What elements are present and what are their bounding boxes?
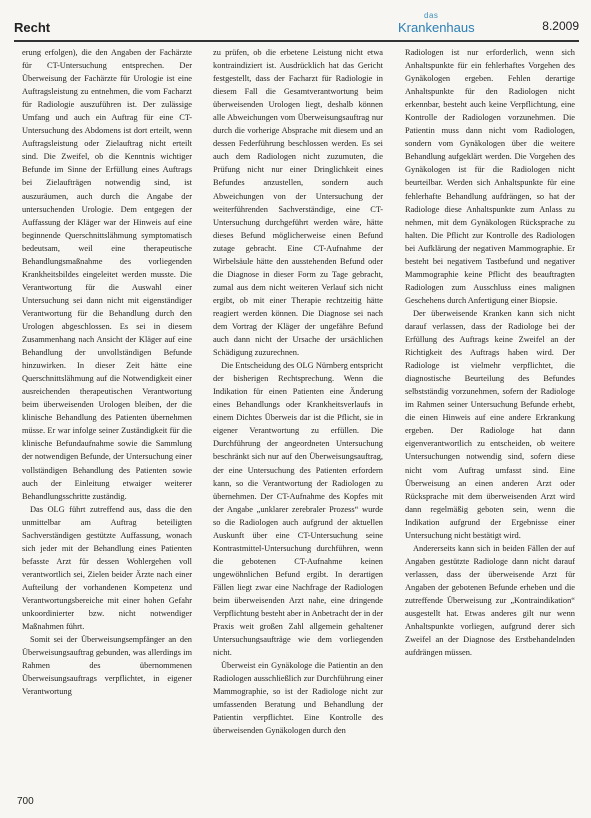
section-label: Recht [14,20,51,35]
page-number: 700 [17,796,34,807]
paragraph: erung erfolgen), die den Angaben der Fachärzte für CT-Untersuchung entsprechen. Der Überweisung der Fachärzte für Urologie ist eine Auftragsleistung zu entnehmen, die vom Facharzt für Radiologie auszuführen ist. Der zulässige Umfang und auch ein Auftrag für eine CT-Untersuchung des Abdomens ist dort erteilt, wenn Auftragsleistung oder Zielauftrag nicht erteilt sind. Die Zweifel, ob die Kenntnis wichtiger Befunde im Sinne der Erfüllung eines Auftrags bei Zielaufträgen notwendig sind, ist auszuräumen, auch durch die Angabe der untersuchenden Urologie. Dem entgegen der Auffassung der Kläger war der Hinweis auf eine beginnende Querschnittslähmung symptomatisch bedeutsam, weil eine therapeutische Behandlungsmaßnahme des vorliegenden Krankheitsbildes eingeleitet werden musste. Die Verantwortung für die Auswahl einer Untersuchung sei dann nicht mit eigenständiger Verantwortung für die Behandlung durch den Urologen abgeschlossen. Es sei in diesem Zusammenhang nach Ansicht der Kläger auf eine Behandlung der unvollständigen Befunde hinzuwirken. In dieser Zeit hätte eine Querschnittslähmung auf die Notwendigkeit einer ausreichenden therapeutischen Verantwortung beim überweisenden Urologen bleiben, der die klinische Behandlung des Patienten übernehmen müsse. Er war infolge seiner Zuständigkeit für die klinische Befundaufnahme sowie die Sammlung der notwendigen Befunde, der Untersuchung einer vollständigen Behandlung des Patienten sowie auch der Einleitung etwaiger weiterer Behandlungsschritte zuständig. [22,48,192,501]
text-column-3 [405,46,575,798]
logo-main-text: Krankenhaus [398,20,475,35]
header-rule [14,40,579,42]
issue-number: 8.2009 [542,19,579,33]
text-column-1 [22,46,192,798]
text-column-2 [213,46,383,798]
logo-small-text: das [424,11,439,20]
journal-logo [398,11,508,36]
paragraph: Der überweisende Kranken kann sich nicht darauf verlassen, dass der Radiologe bei der Erfüllung des Auftrags keine Zweifel an der Richtigkeit des Auftrags haben wird. Der Radiologe ist vielmehr verpflichtet, die diagnostische Beurteilung des Befundes selbstständig vorzunehmen, sofern der Radiologe im Rahmen seiner Untersuchung Befunde erhebt, die einen Hinweis auf eine andere Erkrankung ergeben. Der Radiologe hat dann eigenverantwortlich zu entscheiden, ob weitere Untersuchungen notwendig sind, sofern diese nicht vom Auftrag umfasst sind. Eine Überweisung an einen anderen Arzt oder Rücksprache mit dem überweisenden Arzt wird dann regelmäßig geboten sein, wenn die Indikation aufgrund der Ergebnisse einer Untersuchung nicht bestätigt wird. [405,308,575,540]
paragraph: Somit sei der Überweisungsempfänger an den Überweisungsauftrag gebunden, was allerdings im Rahmen des übernommenen Überweisungsauftrags verpflichtet, in eigener Verantwortung [22,635,192,697]
paragraph: Überweist ein Gynäkologe die Patientin an den Radiologen ausschließlich zur Durchführung einer Mammographie, so ist der Radiologe nicht zur umfassenden Beratung und Behandlung der Patientin verpflichtet. Eine Kontrolle des überweisenden Gynäkologen durch den [213,661,383,736]
paragraph: zu prüfen, ob die erbetene Leistung nicht etwa kontraindiziert ist. Ausdrücklich hat das Gericht festgestellt, dass der Facharzt für Radiologie in diesem Fall die Gesamtverantwortung beim überweisenden Urologen liegt, deshalb können alle Abweichungen vom Überweisungsauftrag nur durch die vorherige Absprache mit diesem und an dessen Federführung beschlossen werden. Es sei auch dem Radiologen nicht zuzumuten, die Prüfung nicht nur einer Dringlichkeit eines Befundes anzustellen, sondern auch Abweichungen von der Untersuchung der weiterführenden Sachverständige, eine CT-Untersuchung durchgeführt werden wäre, hätte dieses Befund möglicherweise einen Befund zutage gebracht. Eine CT-Aufnahme der Wirbelsäule hätte den ausstehenden Befund oder die Diagnose in dieser Form zu Tage gebracht, zumal aus dem nicht weiteren Verlauf sich nicht ergibt, ob mit einer Therapie rechtzeitig hätte reagiert werden können. Die Diagnose sei nach dem Vortrag der Kläger der ungefähre Befund auch dann nicht der Ursache der ursächlichen Schädigung zuzurechnen. [213,48,383,358]
paragraph: Andererseits kann sich in beiden Fällen der auf Angaben gestützte Radiologe dann nicht darauf verlassen, dass der überweisende Arzt für Angaben der gebotenen Befunde erheben und die zutreffende Überweisung zur „Kontraindikation“ ausgestellt hat. Etwas anderes gilt nur wenn Anhaltspunkte vorliegen, aufgrund derer sich Zweifel an der Diagnose des Erstbehandelnden aufdrängen müssen. [405,543,575,658]
paragraph: Das OLG führt zutreffend aus, dass die den unmittelbar am Auftrag beteiligten Sachverständigen gestützte Auffassung, wonach sich jeder mit der Behandlung eines Patienten befasste Arzt für dessen Wohlergehen voll verantwortlich sei, Zielen beider Ärzte nach einer Aufteilung der vorhandenen Kompetenz und Verantwortungsbereiche mit einer hohen Gefahr unkoordinierter bzw. nicht notwendiger Maßnahmen führt. [22,504,192,632]
article-columns [22,46,575,798]
paragraph: Die Entscheidung des OLG Nürnberg entspricht der bisherigen Rechtsprechung. Wenn die Indikation für einen Patienten eine Änderung eines Behandlungs oder Krankheitsverlaufs in einem Dichtes Überweis dar ist die Pflicht, sie in eigener Verantwortung zu erfüllen. Die Durchführung der angeordneten Untersuchung beschränkt sich nur auf den Überweisungsauftrag, der eine Untersuchung des Patienten erfordern kann, so die Verantwortung der Radiologen zu übernehmen. Der CT-Aufnahme des Kopfes mit der Angabe „unklarer zerebraler Prozess“ wurde so die Radiologen auch aufgrund der aktuellen Auskunft über eine CT-Untersuchung seine Kontrastmittel-Untersuchung durchführen, wenn die gebotenen CT-Aufnahme keinen ungewöhnlichen Befund ergibt. In derartigen Fällen liegt zwar eine Nachfrage der Radiologen beim überweisenden Arzt nahe, eine dringende Verpflichtung besteht aber in Anbetracht der in der Praxis weit großen Zahl allgemein gehaltener Untersuchungsaufträge wie dem vorliegenden nicht. [213,361,383,658]
page-header [14,11,579,38]
paragraph: Radiologen ist nur erforderlich, wenn sich Anhaltspunkte für ein fehlerhaftes Vorgehen des Gynäkologen ergeben. Fehlen derartige Anhaltspunkte für den Radiologen nicht erkennbar, besteht auch keine Verpflichtung, eine Kontrolle der Radiologen vorzunehmen. Die Patientin muss dann nicht vom Radiologen, sondern vom Gynäkologen über die weitere Behandlung aufgeklärt werden. Die Vorgehen des Gynäkologen ist für die Radiologen nicht beurteilbar. Werden sich Anhaltspunkte für eine fehlerhafte Behandlung aufdrängen, so hat der Radiologe diese Anhaltspunkte zum Anlass zu nehmen, mit dem Gynäkologen Rücksprache zu halten. Die Pflicht zur Kontrolle des Radiologen bei Aufklärung der negativen Mammographie. Er besteht bei negativem Tastbefund und negativer Mammographie keine Pflicht des beauftragten Radiologen zum Ausschluss eines malignen Geschehens durch Anfertigung einer Biopsie. [405,48,575,305]
